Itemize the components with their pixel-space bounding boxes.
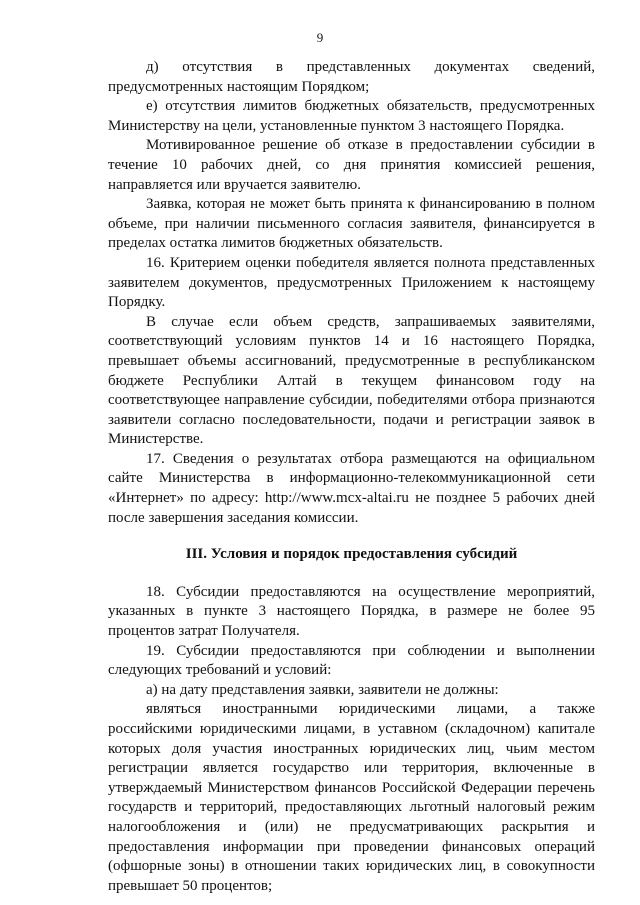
paragraph-d: д) отсутствия в представленных документах сведений, предусмотренных настоящим Порядком; xyxy=(108,59,595,95)
paragraph-17: 17. Сведения о результатах отбора размещаются на официальном сайте Министерства в информационно-телекоммуникационной сети «Интернет» по адресу: http://www.mcx-altai.ru не позднее 5 рабочих дней после завершения заседания комиссии. xyxy=(108,450,595,526)
paragraph-volume-exceeds: В случае если объем средств, запрашиваемых заявителями, соответствующий условиям пунктов 14 и 16 настоящего Порядка, превышает объемы ассигнований, предусмотренные в республиканском бюджете Республики Алтай в текущем финансовом году на соответствующее направление субсидии, победителями отбора признаются заявители согласно последовательности, подачи и регистрации заявок в Министерстве. xyxy=(108,313,595,448)
paragraph-19a: а) на дату представления заявки, заявители не должны: xyxy=(146,681,499,698)
section-heading: III. Условия и порядок предоставления субсидий xyxy=(185,546,518,563)
paragraph-partial-financing: Заявка, которая не может быть принята к финансированию в полном объеме, при наличии письменного согласия заявителя, финансируется в пределах остатка лимитов бюджетных обязательств. xyxy=(108,196,595,252)
paragraph-refusal-decision: Мотивированное решение об отказе в предоставлении субсидии в течение 10 рабочих дней, со дня принятия комиссией решения, направляется или вручается заявителю. xyxy=(108,137,595,193)
document-body xyxy=(108,58,595,896)
paragraph-19: 19. Субсидии предоставляются при соблюдении и выполнении следующих требований и условий: xyxy=(108,642,595,679)
paragraph-18: 18. Субсидии предоставляются на осуществление мероприятий, указанных в пункте 3 настоящего Порядка, в размере не более 95 процентов затрат Получателя. xyxy=(108,583,595,640)
paragraph-foreign-entities: являться иностранными юридическими лицами, а также российскими юридическими лицами, в уставном (складочном) капитале которых доля участия иностранных юридических лиц, чьим местом регистрации является государство или территория, включенные в утверждаемый Министерством финансов Российской Федерации перечень государств и территорий, предоставляющих льготный налоговый режим налогообложения и (или) не предусматривающих раскрытия и предоставления информации при проведении финансовых операций (офшорные зоны) в отношении таких юридических лиц, в совокупности превышает 50 процентов; xyxy=(108,701,595,894)
page-number: 9 xyxy=(316,30,324,45)
paragraph-e: е) отсутствия лимитов бюджетных обязательств, предусмотренных Министерству на цели, установленные пунктом 3 настоящего Порядка. xyxy=(108,98,595,134)
paragraph-16: 16. Критерием оценки победителя является полнота представленных заявителем документов, предусмотренных Приложением к настоящему Порядку. xyxy=(108,254,595,311)
